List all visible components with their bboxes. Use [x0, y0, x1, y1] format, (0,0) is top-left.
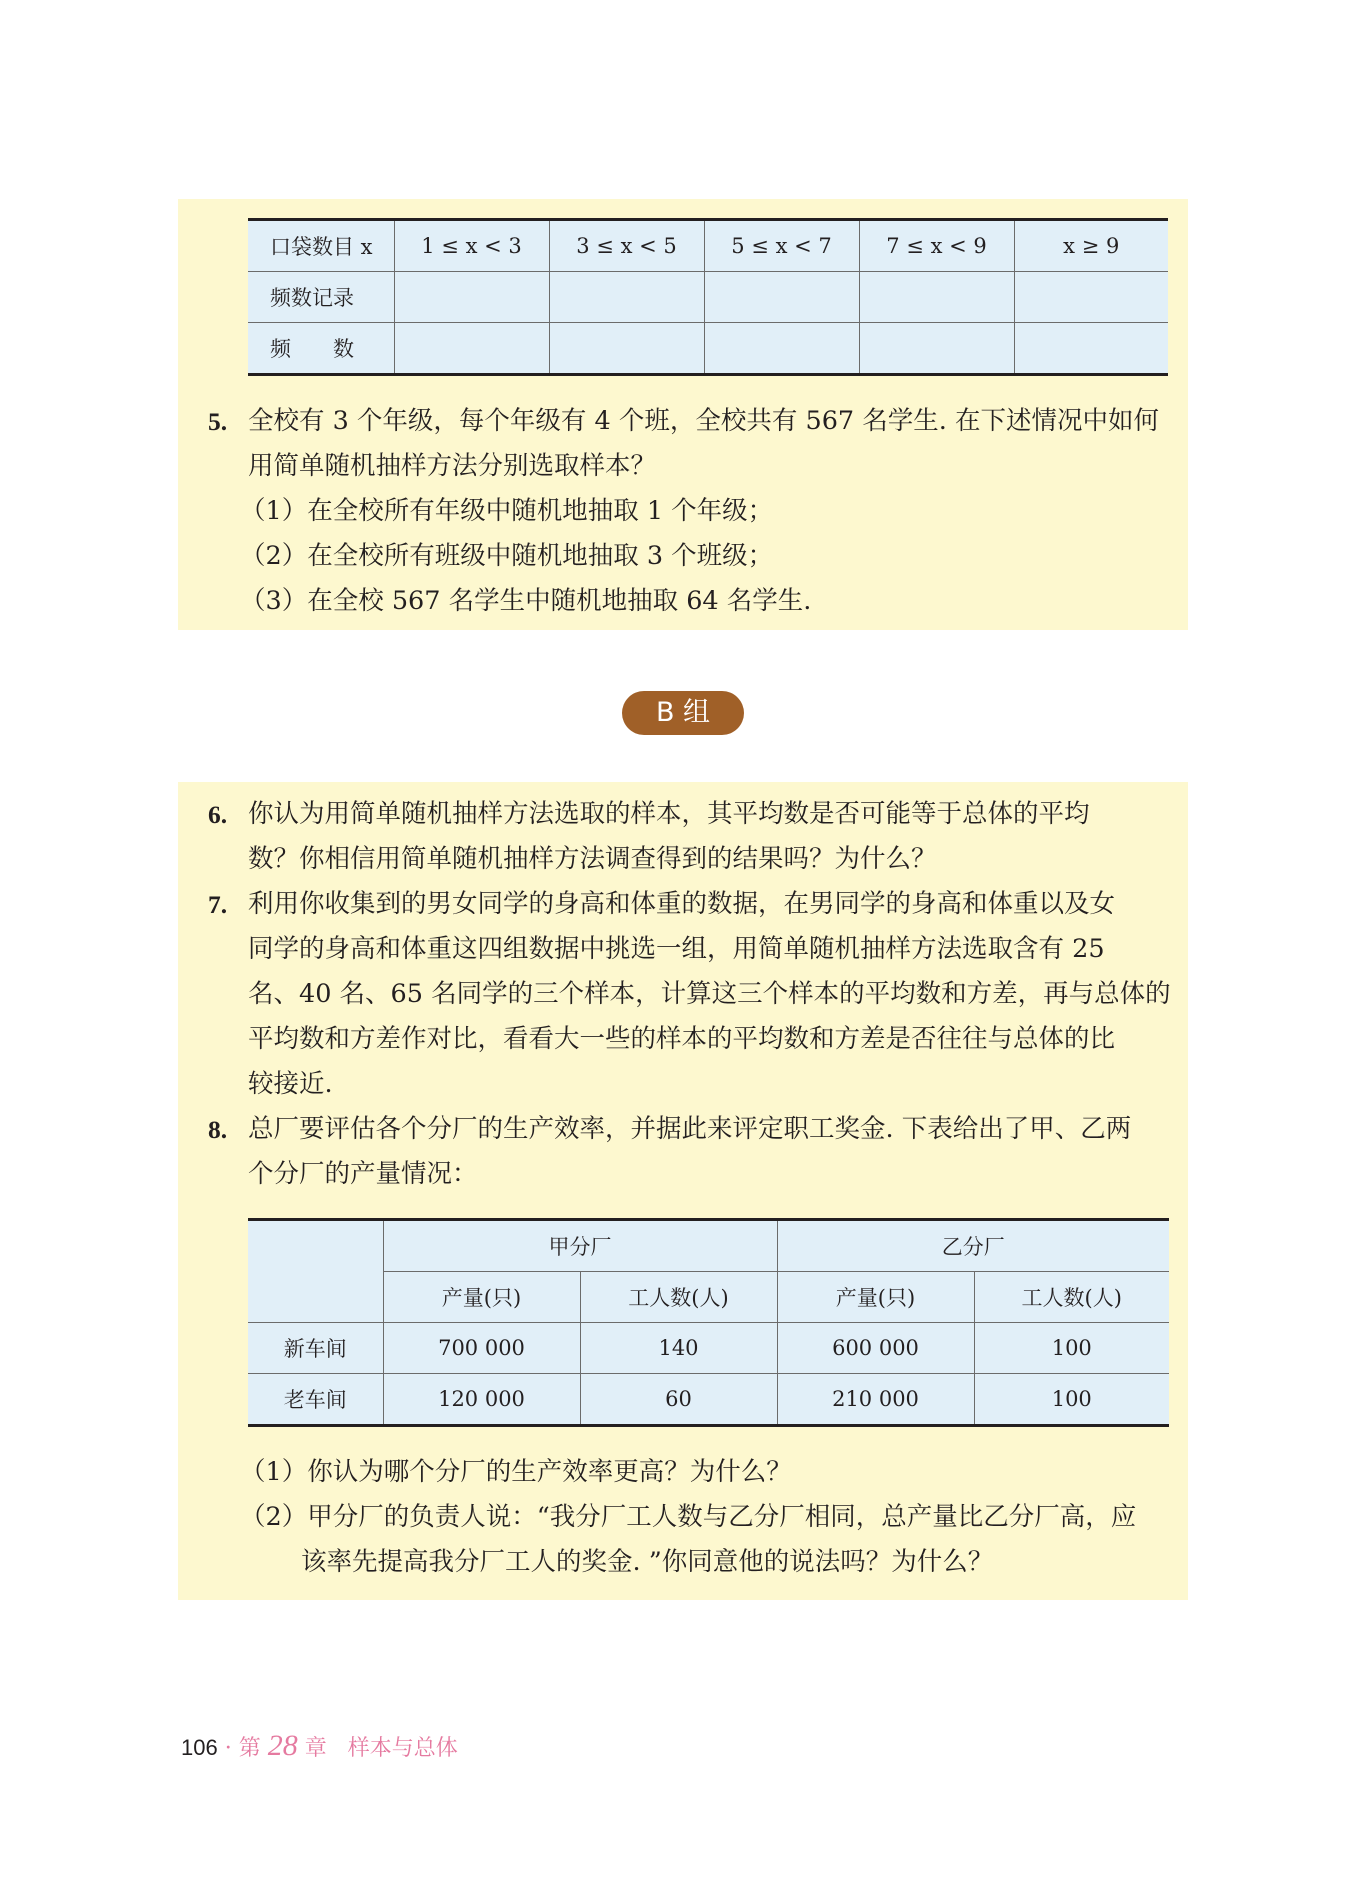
column-header: 工人数(人) [974, 1272, 1169, 1323]
group-header-jia: 甲分厂 [383, 1220, 777, 1272]
row-label: 新车间 [248, 1323, 383, 1374]
problem-5 [208, 399, 1168, 489]
table-cell [704, 272, 859, 323]
column-header: 产量(只) [777, 1272, 974, 1323]
sub-question: （1）你认为哪个分厂的生产效率更高？为什么？ [240, 1457, 792, 1487]
group-b-badge: B 组 [622, 691, 744, 735]
problem-text-line: 总厂要评估各个分厂的生产效率，并据此来评定职工奖金. 下表给出了甲、乙两 [248, 1114, 1132, 1144]
problem-text-line: 你认为用简单随机抽样方法选取的样本，其平均数是否可能等于总体的平均 [248, 799, 1090, 829]
row-label: 频 数 [248, 323, 394, 375]
table-cell [394, 323, 549, 375]
problem-text-line: 用简单随机抽样方法分别选取样本？ [248, 451, 657, 481]
table-cell [859, 272, 1014, 323]
page-number: 106 [181, 1735, 218, 1760]
problem-number: 5. [208, 407, 228, 436]
corner-cell [248, 1220, 383, 1323]
sub-question: （2）甲分厂的负责人说：“我分厂工人数与乙分厂相同，总产量比乙分厂高，应 [240, 1502, 1137, 1532]
table-header-cell: 7 ≤ x < 9 [859, 220, 1014, 272]
column-header: 产量(只) [383, 1272, 580, 1323]
problem-text-line: 平均数和方差作对比，看看大一些的样本的平均数和方差是否往往与总体的比 [248, 1024, 1116, 1054]
row-label: 老车间 [248, 1374, 383, 1426]
table-header-cell: 3 ≤ x < 5 [549, 220, 704, 272]
table-header-cell: 口袋数目 x [248, 220, 394, 272]
exercise-panel-b [178, 782, 1188, 1600]
problem-text-line: 数？你相信用简单随机抽样方法调查得到的结果吗？为什么？ [248, 844, 937, 874]
page-footer [181, 1729, 458, 1763]
table-cell [1014, 272, 1168, 323]
problem-text-line: 个分厂的产量情况： [248, 1159, 478, 1189]
exercise-panel-a [178, 199, 1188, 630]
frequency-table [248, 218, 1168, 376]
table-row [248, 323, 1168, 375]
table-cell [549, 272, 704, 323]
table-cell [1014, 323, 1168, 375]
table-cell: 210 000 [777, 1374, 974, 1426]
table-cell: 100 [974, 1374, 1169, 1426]
chapter-suffix: 章 [304, 1736, 327, 1761]
chapter-prefix: 第 [238, 1736, 261, 1761]
table-header-cell: x ≥ 9 [1014, 220, 1168, 272]
table-cell [549, 323, 704, 375]
problem-7 [208, 882, 1171, 1107]
table-header-cell: 1 ≤ x < 3 [394, 220, 549, 272]
table-cell: 600 000 [777, 1323, 974, 1374]
problem-text-line: 利用你收集到的男女同学的身高和体重的数据，在男同学的身高和体重以及女 [248, 889, 1116, 919]
group-header-yi: 乙分厂 [777, 1220, 1169, 1272]
problem-text-line: 同学的身高和体重这四组数据中挑选一组，用简单随机抽样方法选取含有 25 [248, 934, 1105, 964]
table-cell: 140 [580, 1323, 777, 1374]
table-cell: 100 [974, 1323, 1169, 1374]
table-row [248, 1323, 1169, 1374]
problem-number: 7. [208, 890, 228, 919]
table-cell [704, 323, 859, 375]
table-cell: 120 000 [383, 1374, 580, 1426]
problem-8 [208, 1107, 1168, 1197]
table-header-cell: 5 ≤ x < 7 [704, 220, 859, 272]
factory-output-table [248, 1218, 1169, 1427]
problem-text-line: 名、40 名、65 名同学的三个样本，计算这三个样本的平均数和方差，再与总体的 [248, 979, 1171, 1009]
problem-number: 8. [208, 1115, 228, 1144]
column-header: 工人数(人) [580, 1272, 777, 1323]
sub-question: （3）在全校 567 名学生中随机地抽取 64 名学生. [240, 586, 812, 616]
chapter-title: 样本与总体 [347, 1736, 458, 1761]
table-cell [859, 323, 1014, 375]
table-cell [394, 272, 549, 323]
table-row [248, 1374, 1169, 1426]
sub-question: （1）在全校所有年级中随机地抽取 1 个年级； [240, 496, 774, 526]
chapter-number: 28 [267, 1729, 298, 1762]
problem-text-line: 全校有 3 个年级，每个年级有 4 个班，全校共有 567 名学生. 在下述情况中如何 [248, 406, 1159, 436]
table-cell: 60 [580, 1374, 777, 1426]
sub-question: （2）在全校所有班级中随机地抽取 3 个班级； [240, 541, 774, 571]
table-cell: 700 000 [383, 1323, 580, 1374]
table-row [248, 1220, 1169, 1272]
sub-question-continuation: 该率先提高我分厂工人的奖金. ”你同意他的说法吗？为什么？ [301, 1547, 994, 1577]
table-row [248, 1272, 1169, 1323]
problem-text-line: 较接近. [248, 1069, 333, 1099]
footer-separator: · [224, 1736, 232, 1761]
table-row [248, 220, 1168, 272]
row-label: 频数记录 [248, 272, 394, 323]
table-row [248, 272, 1168, 323]
problem-number: 6. [208, 800, 228, 829]
problem-6 [208, 792, 1168, 882]
